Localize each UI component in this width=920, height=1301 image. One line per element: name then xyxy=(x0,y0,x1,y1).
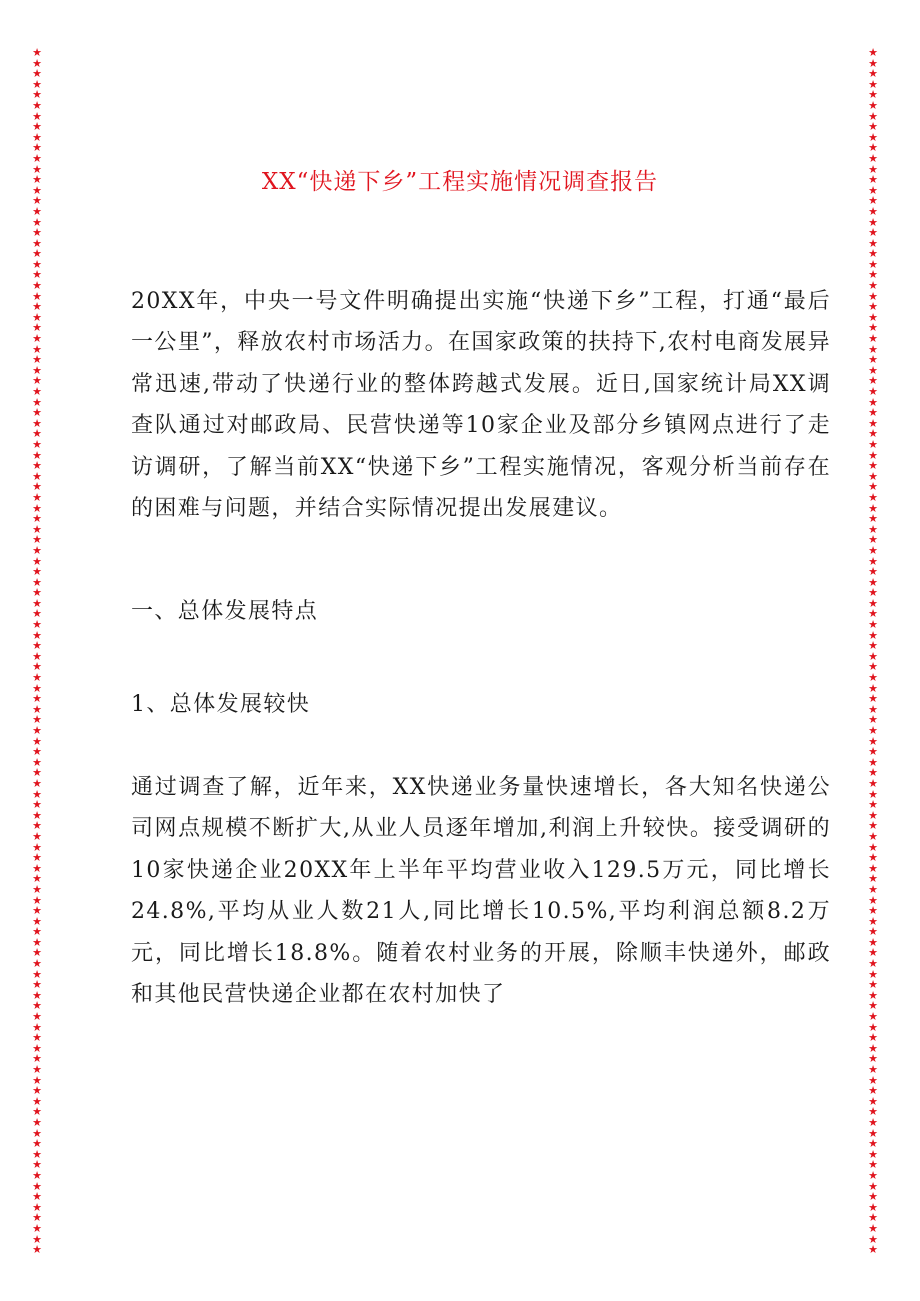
star-icon: ★ xyxy=(868,501,878,515)
star-icon: ★ xyxy=(868,851,878,865)
star-icon: ★ xyxy=(32,861,42,875)
star-icon: ★ xyxy=(32,141,42,155)
star-icon: ★ xyxy=(868,776,878,790)
star-icon: ★ xyxy=(32,448,42,462)
star-icon: ★ xyxy=(32,98,42,112)
star-icon: ★ xyxy=(32,236,42,250)
star-icon: ★ xyxy=(868,734,878,748)
star-icon: ★ xyxy=(32,819,42,833)
star-icon: ★ xyxy=(868,427,878,441)
star-icon: ★ xyxy=(868,268,878,282)
star-icon: ★ xyxy=(868,808,878,822)
star-icon: ★ xyxy=(32,194,42,208)
star-icon: ★ xyxy=(32,618,42,632)
star-icon: ★ xyxy=(32,459,42,473)
star-icon: ★ xyxy=(32,967,42,981)
star-icon: ★ xyxy=(868,162,878,176)
star-icon: ★ xyxy=(868,310,878,324)
star-icon: ★ xyxy=(32,183,42,197)
star-icon: ★ xyxy=(32,999,42,1013)
star-icon: ★ xyxy=(32,988,42,1002)
star-icon: ★ xyxy=(32,596,42,610)
star-icon: ★ xyxy=(868,395,878,409)
star-icon: ★ xyxy=(868,204,878,218)
star-icon: ★ xyxy=(868,279,878,293)
star-icon: ★ xyxy=(32,173,42,187)
intro-paragraph: 20XX年，中央一号文件明确提出实施“快递下乡”工程，打通“最后一公里”，释放农村市场活力。在国家政策的扶持下,农村电商发展异常迅速,带动了快递行业的整体跨越式发展。近日,国家统计局XX调查队通过对邮政局、民营快递等10家企业及部分乡镇网点进行了走访调研，了解当前XX“快递下乡”工程实施情况，客观分析当前存在的困难与问题，并结合实际情况提出发展建议。 xyxy=(131,289,831,522)
star-icon: ★ xyxy=(32,1031,42,1045)
star-icon: ★ xyxy=(868,639,878,653)
star-icon: ★ xyxy=(868,469,878,483)
star-icon: ★ xyxy=(32,130,42,144)
star-icon: ★ xyxy=(868,946,878,960)
star-icon: ★ xyxy=(32,120,42,134)
star-icon: ★ xyxy=(868,798,878,812)
star-icon: ★ xyxy=(32,1115,42,1129)
star-icon: ★ xyxy=(32,501,42,515)
star-icon: ★ xyxy=(32,734,42,748)
star-icon: ★ xyxy=(868,98,878,112)
star-icon: ★ xyxy=(32,829,42,843)
star-icon: ★ xyxy=(868,385,878,398)
star-icon: ★ xyxy=(32,395,42,409)
star-icon: ★ xyxy=(32,798,42,812)
star-icon: ★ xyxy=(32,840,42,854)
star-icon: ★ xyxy=(32,1179,42,1193)
star-icon: ★ xyxy=(32,533,42,547)
star-icon: ★ xyxy=(32,151,42,165)
star-icon: ★ xyxy=(868,1073,878,1087)
star-icon: ★ xyxy=(868,925,878,939)
star-icon: ★ xyxy=(32,1010,42,1024)
star-icon: ★ xyxy=(32,1041,42,1055)
star-icon: ★ xyxy=(32,48,42,59)
star-icon: ★ xyxy=(868,1031,878,1045)
star-icon: ★ xyxy=(868,819,878,833)
star-icon: ★ xyxy=(868,1094,878,1108)
star-icon: ★ xyxy=(32,1084,42,1098)
left-star-border xyxy=(31,48,43,1257)
star-icon: ★ xyxy=(868,755,878,769)
star-icon: ★ xyxy=(868,1243,878,1257)
star-icon: ★ xyxy=(868,416,878,430)
star-icon: ★ xyxy=(32,88,42,102)
star-icon: ★ xyxy=(32,755,42,769)
star-icon: ★ xyxy=(868,215,878,229)
star-icon: ★ xyxy=(868,67,878,81)
star-icon: ★ xyxy=(868,565,878,579)
star-icon: ★ xyxy=(32,1168,42,1182)
star-icon: ★ xyxy=(868,194,878,208)
subsection-heading: 1、总体发展较快 xyxy=(131,692,311,717)
star-icon: ★ xyxy=(32,882,42,896)
star-icon: ★ xyxy=(32,279,42,293)
star-icon: ★ xyxy=(32,904,42,918)
star-icon: ★ xyxy=(868,406,878,420)
star-icon: ★ xyxy=(32,713,42,727)
star-icon: ★ xyxy=(868,904,878,918)
star-icon: ★ xyxy=(868,1137,878,1151)
star-icon: ★ xyxy=(868,353,878,367)
star-icon: ★ xyxy=(32,204,42,218)
star-icon: ★ xyxy=(868,1200,878,1214)
star-icon: ★ xyxy=(868,1052,878,1066)
star-icon: ★ xyxy=(868,300,878,314)
star-icon: ★ xyxy=(32,639,42,653)
star-icon: ★ xyxy=(868,766,878,780)
star-icon: ★ xyxy=(868,840,878,854)
star-icon: ★ xyxy=(32,1221,42,1235)
star-icon: ★ xyxy=(32,766,42,780)
star-icon: ★ xyxy=(868,289,878,303)
star-icon: ★ xyxy=(868,512,878,526)
star-icon: ★ xyxy=(868,681,878,695)
star-icon: ★ xyxy=(32,660,42,674)
star-icon: ★ xyxy=(868,554,878,568)
star-icon: ★ xyxy=(32,1232,42,1246)
star-icon: ★ xyxy=(868,120,878,134)
star-icon: ★ xyxy=(32,957,42,971)
star-icon: ★ xyxy=(868,543,878,557)
star-icon: ★ xyxy=(868,692,878,706)
star-icon: ★ xyxy=(868,533,878,547)
star-icon: ★ xyxy=(32,385,42,398)
section-heading: 一、总体发展特点 xyxy=(131,599,319,624)
star-icon: ★ xyxy=(868,459,878,473)
star-icon: ★ xyxy=(868,967,878,981)
star-icon: ★ xyxy=(868,1105,878,1119)
star-icon: ★ xyxy=(32,215,42,229)
star-icon: ★ xyxy=(868,247,878,261)
star-icon: ★ xyxy=(868,88,878,102)
star-icon: ★ xyxy=(868,671,878,685)
star-icon: ★ xyxy=(868,988,878,1002)
star-icon: ★ xyxy=(868,999,878,1013)
star-icon: ★ xyxy=(868,151,878,165)
star-icon: ★ xyxy=(868,1115,878,1129)
star-icon: ★ xyxy=(868,1063,878,1076)
star-icon: ★ xyxy=(32,607,42,621)
star-icon: ★ xyxy=(32,512,42,526)
star-icon: ★ xyxy=(32,480,42,494)
star-icon: ★ xyxy=(32,374,42,388)
star-icon: ★ xyxy=(32,342,42,356)
star-icon: ★ xyxy=(32,1126,42,1140)
star-icon: ★ xyxy=(32,628,42,642)
star-icon: ★ xyxy=(868,236,878,250)
star-icon: ★ xyxy=(32,914,42,928)
star-icon: ★ xyxy=(32,289,42,303)
star-icon: ★ xyxy=(32,310,42,324)
star-icon: ★ xyxy=(32,1094,42,1108)
star-icon: ★ xyxy=(32,363,42,377)
star-icon: ★ xyxy=(32,427,42,441)
star-icon: ★ xyxy=(32,925,42,939)
star-icon: ★ xyxy=(868,1041,878,1055)
star-icon: ★ xyxy=(868,893,878,907)
star-icon: ★ xyxy=(32,692,42,706)
star-icon: ★ xyxy=(32,437,42,451)
star-icon: ★ xyxy=(32,724,42,737)
right-star-border xyxy=(867,48,879,1257)
star-icon: ★ xyxy=(868,1158,878,1172)
star-icon: ★ xyxy=(868,1084,878,1098)
star-icon: ★ xyxy=(868,713,878,727)
star-icon: ★ xyxy=(32,1105,42,1119)
star-icon: ★ xyxy=(32,808,42,822)
star-icon: ★ xyxy=(868,257,878,271)
star-icon: ★ xyxy=(868,618,878,632)
star-icon: ★ xyxy=(32,702,42,716)
star-icon: ★ xyxy=(32,332,42,346)
star-icon: ★ xyxy=(32,1137,42,1151)
star-icon: ★ xyxy=(868,448,878,462)
star-icon: ★ xyxy=(32,671,42,685)
star-icon: ★ xyxy=(32,787,42,801)
star-icon: ★ xyxy=(868,586,878,600)
star-icon: ★ xyxy=(32,893,42,907)
star-icon: ★ xyxy=(868,374,878,388)
star-icon: ★ xyxy=(868,1211,878,1225)
star-icon: ★ xyxy=(32,321,42,335)
star-icon: ★ xyxy=(32,565,42,579)
star-icon: ★ xyxy=(868,321,878,335)
star-icon: ★ xyxy=(32,1243,42,1257)
star-icon: ★ xyxy=(32,226,42,240)
star-icon: ★ xyxy=(868,332,878,346)
star-icon: ★ xyxy=(868,745,878,759)
star-icon: ★ xyxy=(32,56,42,70)
star-icon: ★ xyxy=(32,978,42,992)
star-icon: ★ xyxy=(868,77,878,91)
star-icon: ★ xyxy=(32,300,42,314)
star-icon: ★ xyxy=(32,586,42,600)
star-icon: ★ xyxy=(32,416,42,430)
star-icon: ★ xyxy=(868,914,878,928)
star-icon: ★ xyxy=(868,522,878,536)
star-icon: ★ xyxy=(868,872,878,886)
star-icon: ★ xyxy=(868,787,878,801)
star-icon: ★ xyxy=(32,1147,42,1161)
body-paragraph: 通过调查了解，近年来，XX快递业务量快速增长，各大知名快递公司网点规模不断扩大,从业人员逐年增加,利润上升较快。接受调研的10家快递企业20XX年上半年平均营业收入129.5万元，同比增长24.8%,平均从业人数21人,同比增长10.5%,平均利润总额8.2万元，同比增长18.8%。随着农村业务的开展，除顺丰快递外，邮政和其他民营快递企业都在农村加快了 xyxy=(131,775,831,1008)
star-icon: ★ xyxy=(868,702,878,716)
star-icon: ★ xyxy=(32,353,42,367)
star-icon: ★ xyxy=(868,141,878,155)
star-icon: ★ xyxy=(868,1147,878,1161)
star-icon: ★ xyxy=(868,56,878,70)
document-title: XX“快递下乡”工程实施情况调查报告 xyxy=(261,169,659,195)
star-icon: ★ xyxy=(868,575,878,589)
star-icon: ★ xyxy=(32,247,42,261)
star-icon: ★ xyxy=(32,776,42,790)
star-icon: ★ xyxy=(32,1200,42,1214)
star-icon: ★ xyxy=(32,268,42,282)
star-icon: ★ xyxy=(868,628,878,642)
star-icon: ★ xyxy=(868,649,878,663)
star-icon: ★ xyxy=(868,183,878,197)
star-icon: ★ xyxy=(32,1073,42,1087)
star-icon: ★ xyxy=(32,490,42,504)
star-icon: ★ xyxy=(32,681,42,695)
star-icon: ★ xyxy=(32,162,42,176)
star-icon: ★ xyxy=(32,1052,42,1066)
star-icon: ★ xyxy=(32,1211,42,1225)
star-icon: ★ xyxy=(32,935,42,949)
star-icon: ★ xyxy=(868,1020,878,1034)
star-icon: ★ xyxy=(32,77,42,91)
star-icon: ★ xyxy=(868,130,878,144)
star-icon: ★ xyxy=(32,745,42,759)
star-icon: ★ xyxy=(868,978,878,992)
star-icon: ★ xyxy=(32,469,42,483)
star-icon: ★ xyxy=(868,480,878,494)
star-icon: ★ xyxy=(32,543,42,557)
star-icon: ★ xyxy=(32,946,42,960)
star-icon: ★ xyxy=(868,1179,878,1193)
star-icon: ★ xyxy=(868,829,878,843)
star-icon: ★ xyxy=(32,257,42,271)
star-icon: ★ xyxy=(32,1158,42,1172)
star-icon: ★ xyxy=(868,882,878,896)
star-icon: ★ xyxy=(868,607,878,621)
star-icon: ★ xyxy=(868,1010,878,1024)
star-icon: ★ xyxy=(868,935,878,949)
star-icon: ★ xyxy=(32,1063,42,1076)
star-icon: ★ xyxy=(32,575,42,589)
star-icon: ★ xyxy=(868,1168,878,1182)
star-icon: ★ xyxy=(868,490,878,504)
star-icon: ★ xyxy=(868,437,878,451)
star-icon: ★ xyxy=(32,1020,42,1034)
star-icon: ★ xyxy=(32,872,42,886)
star-icon: ★ xyxy=(868,957,878,971)
star-icon: ★ xyxy=(868,109,878,123)
star-icon: ★ xyxy=(32,67,42,81)
star-icon: ★ xyxy=(32,1190,42,1204)
star-icon: ★ xyxy=(32,406,42,420)
star-icon: ★ xyxy=(868,173,878,187)
star-icon: ★ xyxy=(868,363,878,377)
star-icon: ★ xyxy=(868,1190,878,1204)
star-icon: ★ xyxy=(32,851,42,865)
star-icon: ★ xyxy=(868,660,878,674)
star-icon: ★ xyxy=(868,226,878,240)
star-icon: ★ xyxy=(32,109,42,123)
star-icon: ★ xyxy=(32,522,42,536)
star-icon: ★ xyxy=(868,1232,878,1246)
star-icon: ★ xyxy=(868,1126,878,1140)
star-icon: ★ xyxy=(868,861,878,875)
star-icon: ★ xyxy=(868,724,878,737)
star-icon: ★ xyxy=(868,342,878,356)
star-icon: ★ xyxy=(868,1221,878,1235)
star-icon: ★ xyxy=(32,554,42,568)
star-icon: ★ xyxy=(868,596,878,610)
star-icon: ★ xyxy=(868,48,878,59)
star-icon: ★ xyxy=(32,649,42,663)
